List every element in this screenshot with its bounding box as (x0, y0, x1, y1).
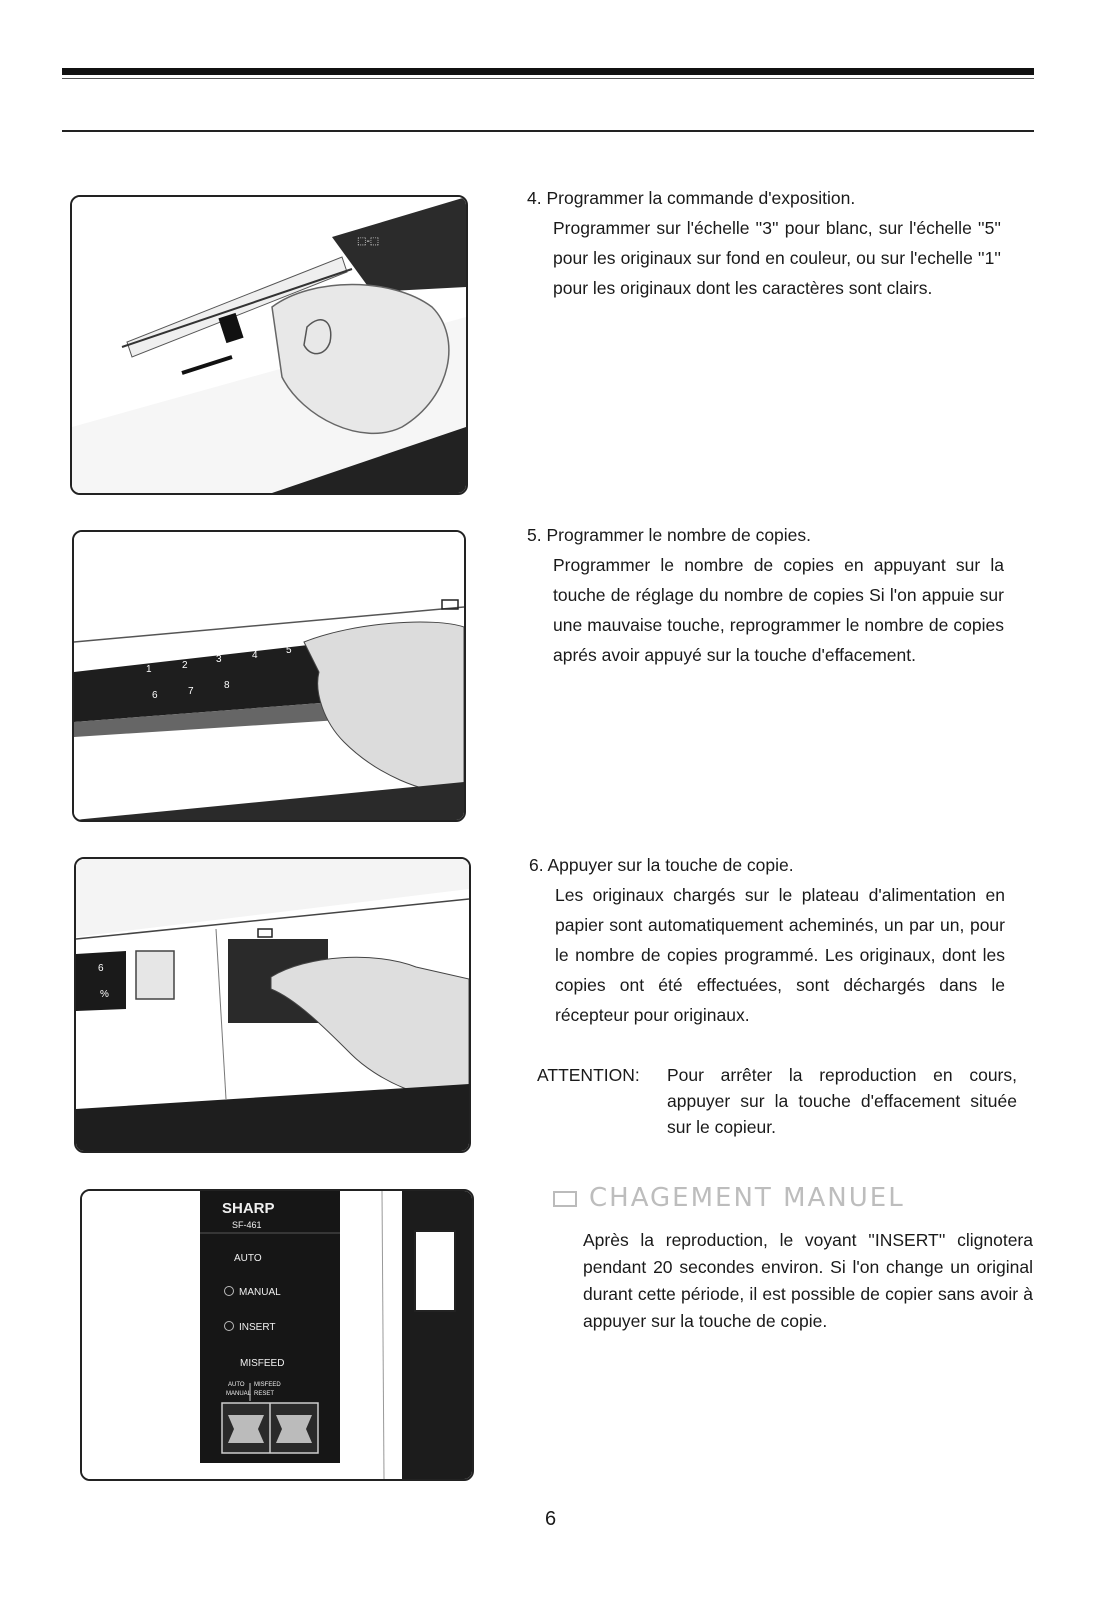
key-6: 6 (152, 690, 158, 701)
panel-brand: SHARP (222, 1200, 275, 1217)
panel-auto: AUTO (234, 1253, 262, 1264)
panel-btn-misfeed: MISFEED (254, 1382, 281, 1388)
panel-model: SF-461 (232, 1220, 262, 1230)
step-4-body: Programmer sur l'échelle ''3'' pour blanc, sur l'échelle ''5'' pour les originaux sur fond en couleur, ou sur l'echelle ''1'' pour les originaux dont les caractères sont clairs. (553, 218, 1001, 298)
key-4: 4 (252, 650, 258, 661)
photo-copy-count-keypad (72, 530, 466, 822)
key-8: 8 (224, 680, 230, 691)
key-2: 2 (182, 660, 188, 671)
header-rule-lower (62, 130, 1034, 132)
section-title (553, 1183, 905, 1213)
page-number: 6 (545, 1508, 557, 1530)
step-6-heading: 6. Appuyer sur la touche de copie. (529, 855, 794, 875)
photo-exposure-control (70, 195, 468, 495)
step-4 (527, 183, 1001, 303)
panel-btn-auto: AUTO (228, 1382, 245, 1388)
section-title-text: CHAGEMENT MANUEL (589, 1183, 905, 1213)
step-5-heading: 5. Programmer le nombre de copies. (527, 525, 812, 545)
step-5 (527, 520, 1004, 670)
attention-label: ATTENTION: (537, 1065, 640, 1085)
photo3-digit: 6 (98, 963, 104, 974)
attention-note (537, 1062, 1017, 1142)
step-6 (529, 850, 1005, 1030)
header-rule-thin (62, 78, 1034, 79)
attention-text: Pour arrêter la reproduction en cours, appuyer sur la touche d'effacement située sur le copieur. (667, 1065, 1017, 1137)
key-1: 1 (146, 664, 152, 675)
section-checkbox-icon (553, 1191, 577, 1207)
panel-manual: MANUAL (239, 1287, 281, 1298)
panel-insert: INSERT (239, 1322, 276, 1333)
section-body: Après la reproduction, le voyant ''INSERT'' clignotera pendant 20 secondes environ. Si l'on change un original durant cette période, il est possible de copier sans avoir à appuyer sur la touche de copie. (583, 1230, 1033, 1331)
panel-btn-reset: RESET (254, 1391, 275, 1397)
key-3: 3 (216, 654, 222, 665)
svg-text:⬚-⬚: ⬚-⬚ (357, 236, 380, 247)
header-rule-thick (62, 68, 1034, 75)
key-5: 5 (286, 645, 292, 656)
key-7: 7 (188, 686, 194, 697)
step-6-body: Les originaux chargés sur le plateau d'alimentation en papier sont automatiquement acheminés, un par un, pour le nombre de copies programmé. Les originaux, dont les copies ont été effectuées, sont déchargés dans le récepteur pour originaux. (555, 885, 1005, 1025)
photo-control-panel (80, 1189, 474, 1481)
photo3-percent: % (100, 989, 109, 1000)
step-4-heading: 4. Programmer la commande d'exposition. (527, 188, 856, 208)
step-5-body: Programmer le nombre de copies en appuyant sur la touche de réglage du nombre de copies Si l'on appuie sur une mauvaise touche, reprogrammer le nombre de copies aprés avoir appuyé sur la touche d'effacement. (553, 555, 1004, 665)
panel-misfeed: MISFEED (240, 1358, 285, 1369)
photo-copy-button (74, 857, 471, 1153)
panel-btn-manual: MANUAL (226, 1391, 252, 1397)
